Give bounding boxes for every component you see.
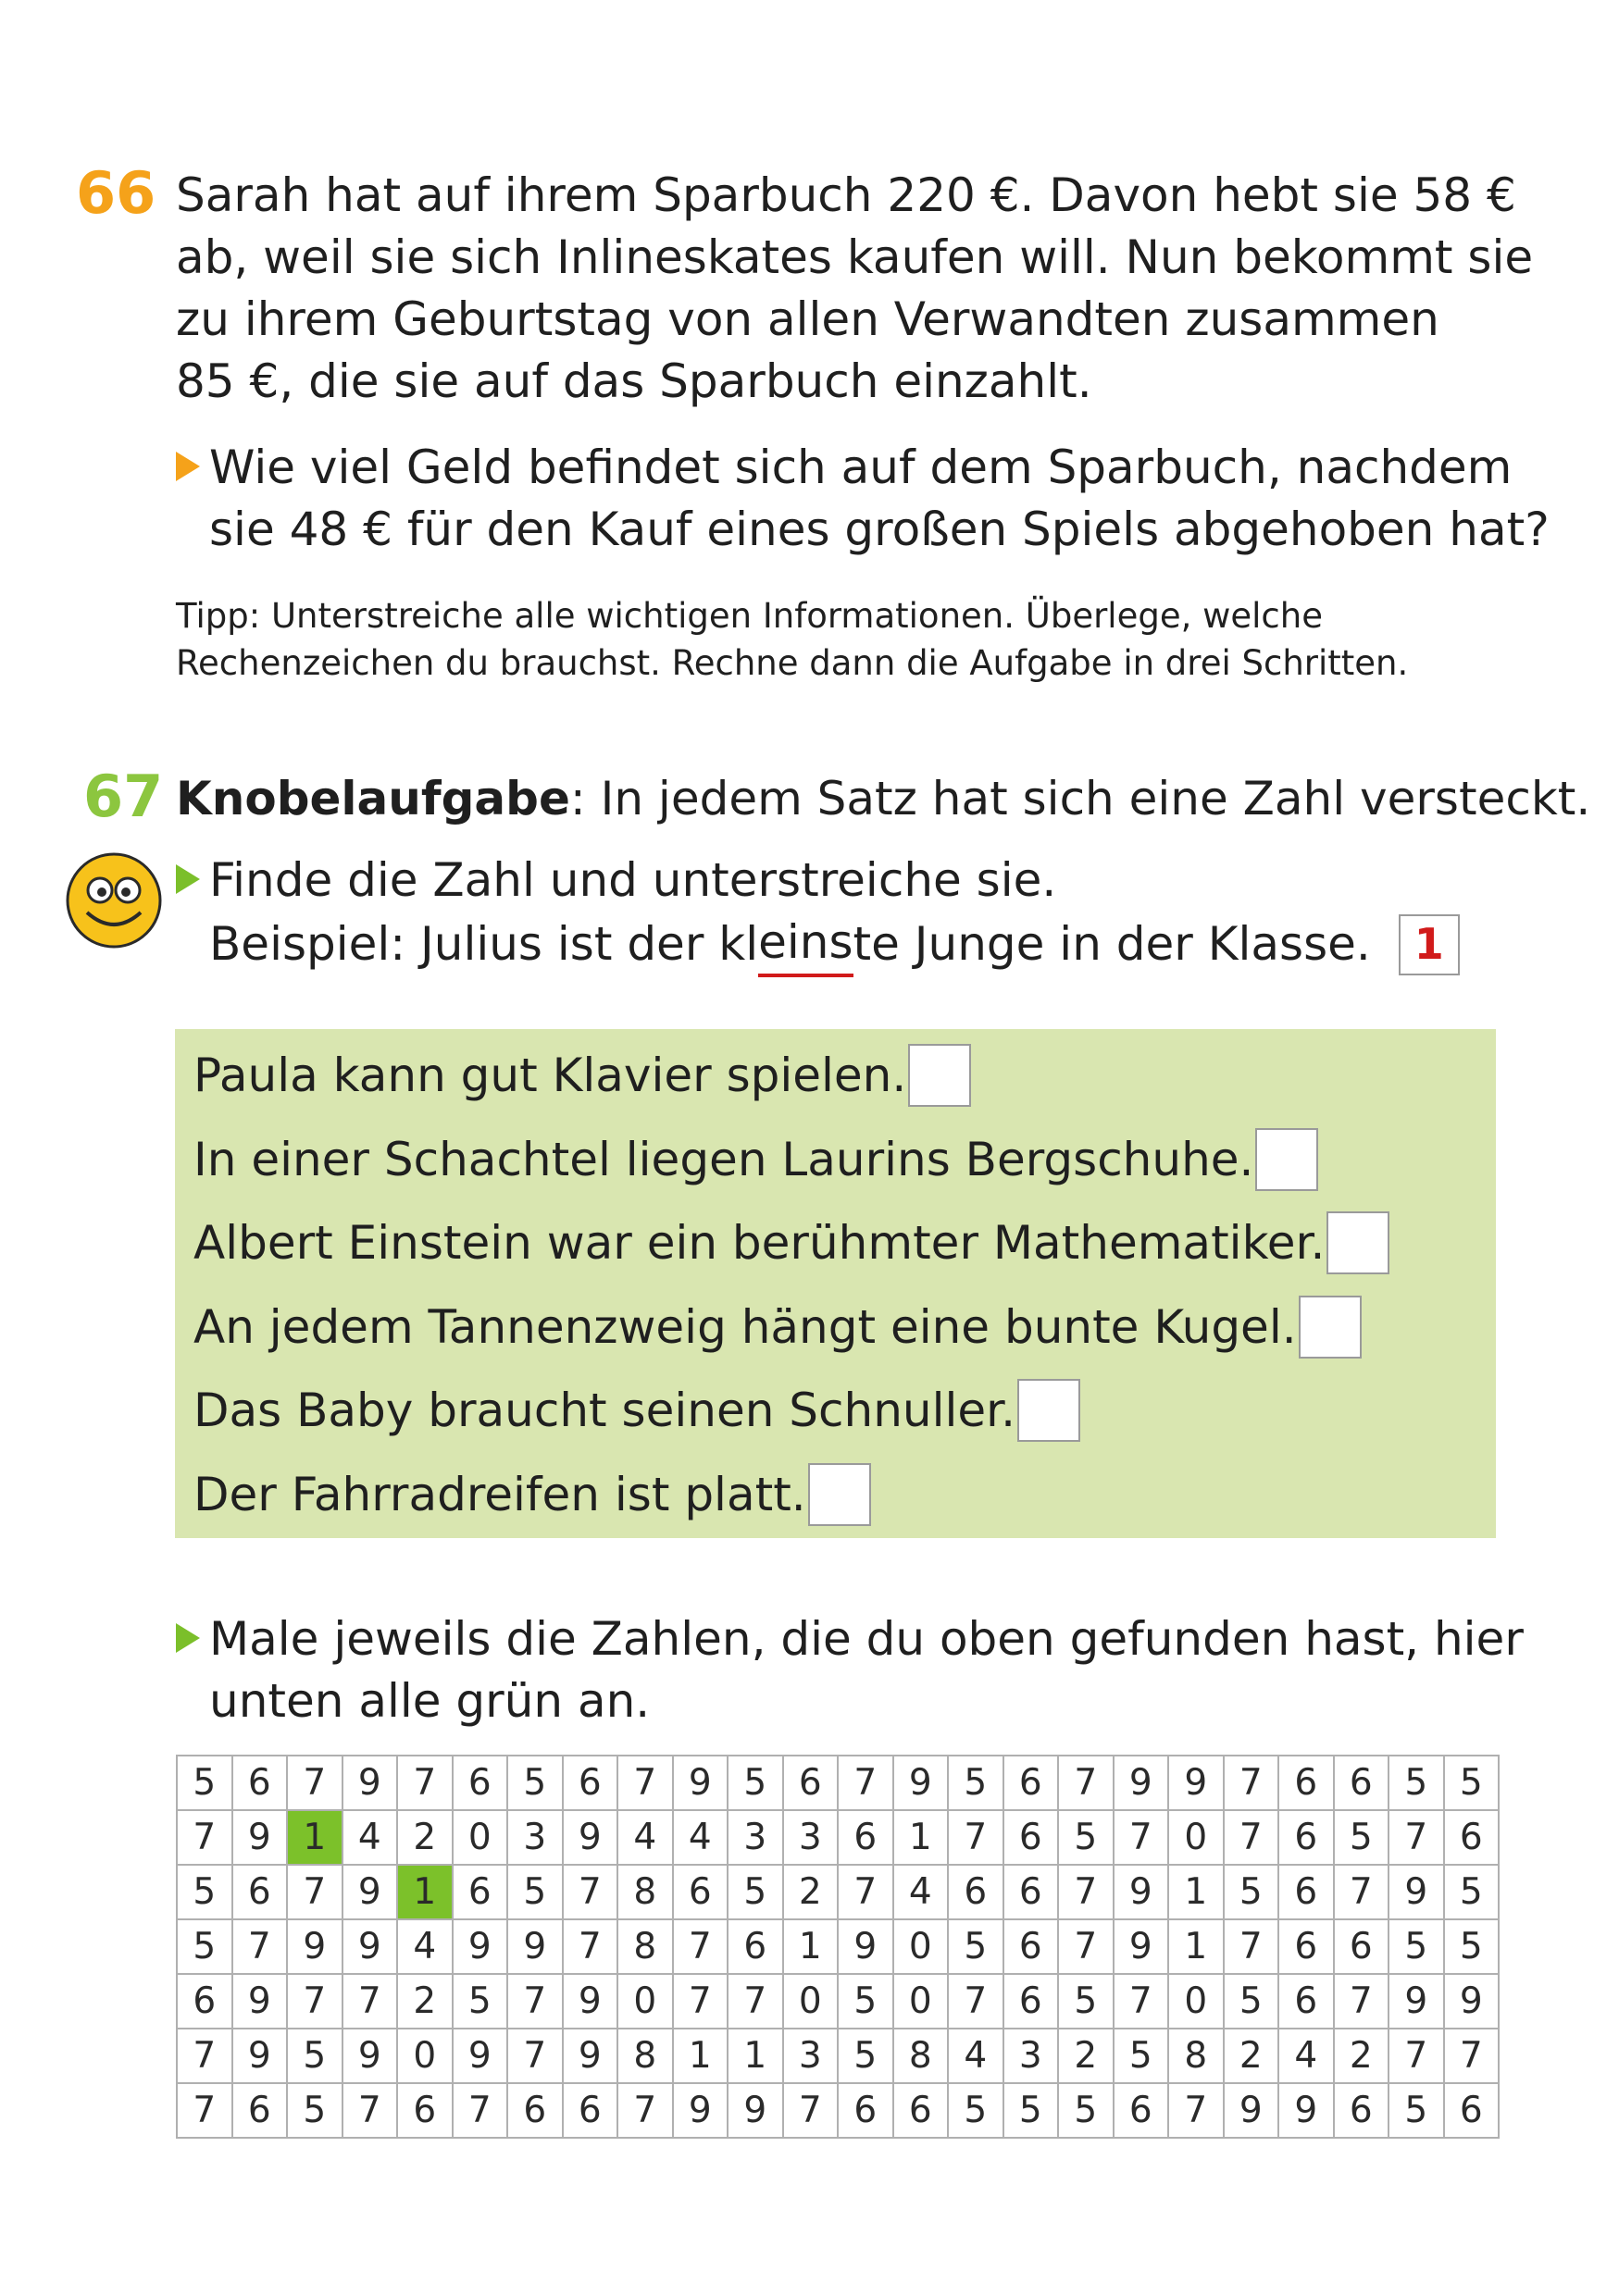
grid-cell[interactable]: 2 bbox=[1334, 2029, 1389, 2083]
grid-cell[interactable]: 6 bbox=[1003, 1756, 1059, 1810]
sentence-text: Paula kann gut Klavier spielen. bbox=[193, 1049, 907, 1102]
sentence-item bbox=[193, 1034, 1389, 1118]
triangle-bullet-icon bbox=[176, 864, 200, 894]
task-number-67: 67 bbox=[83, 763, 164, 830]
grid-cell[interactable]: 7 bbox=[1058, 1756, 1114, 1810]
grid-cell[interactable]: 9 bbox=[673, 1756, 729, 1810]
grid-cell[interactable]: 5 bbox=[507, 1756, 563, 1810]
grid-cell[interactable]: 3 bbox=[783, 2029, 839, 2083]
grid-instruction-line: Male jeweils die Zahlen, die du oben gefunden hast, hier bbox=[209, 1612, 1524, 1666]
grid-cell[interactable]: 7 bbox=[507, 2029, 563, 2083]
grid-cell[interactable]: 5 bbox=[177, 1756, 232, 1810]
grid-cell[interactable]: 6 bbox=[1003, 1865, 1059, 1919]
grid-cell[interactable]: 5 bbox=[1058, 1810, 1114, 1865]
example-line bbox=[209, 912, 1460, 977]
grid-cell[interactable]: 7 bbox=[287, 1756, 342, 1810]
sentence-list bbox=[193, 1034, 1389, 1536]
grid-cell[interactable]: 9 bbox=[342, 1756, 398, 1810]
task67-heading-rest: : In jedem Satz hat sich eine Zahl versteckt. bbox=[569, 772, 1591, 825]
grid-cell[interactable]: 6 bbox=[507, 2083, 563, 2138]
grid-cell[interactable]: 1 bbox=[728, 2029, 783, 2083]
grid-cell[interactable]: 4 bbox=[1278, 2029, 1334, 2083]
task67-instruction bbox=[176, 850, 1460, 977]
task66-tip bbox=[176, 592, 1408, 687]
grid-cell[interactable]: 7 bbox=[287, 1865, 342, 1919]
grid-cell[interactable]: 7 bbox=[673, 1974, 729, 2029]
grid-cell[interactable]: 5 bbox=[948, 1919, 1003, 1974]
grid-cell[interactable]: 6 bbox=[453, 1865, 508, 1919]
grid-cell[interactable]: 7 bbox=[453, 2083, 508, 2138]
grid-cell[interactable]: 7 bbox=[948, 1974, 1003, 2029]
sentence-text: In einer Schachtel liegen Laurins Bergschuhe. bbox=[193, 1132, 1254, 1186]
grid-cell[interactable]: 5 bbox=[728, 1756, 783, 1810]
grid-cell[interactable]: 7 bbox=[177, 2083, 232, 2138]
sentence-text: Albert Einstein war ein berühmter Mathematiker. bbox=[193, 1216, 1326, 1270]
grid-cell[interactable]: 6 bbox=[1278, 1865, 1334, 1919]
grid-cell[interactable]: 2 bbox=[397, 1974, 453, 2029]
grid-cell[interactable]: 9 bbox=[838, 1919, 893, 1974]
grid-cell[interactable]: 6 bbox=[728, 1919, 783, 1974]
grid-cell[interactable]: 1 bbox=[1168, 1919, 1224, 1974]
grid-cell[interactable]: 3 bbox=[507, 1810, 563, 1865]
grid-cell[interactable]: 7 bbox=[563, 1919, 618, 1974]
grid-cell[interactable]: 6 bbox=[893, 2083, 949, 2138]
grid-cell[interactable]: 7 bbox=[563, 1865, 618, 1919]
grid-cell[interactable]: 4 bbox=[673, 1810, 729, 1865]
grid-cell[interactable]: 1 bbox=[673, 2029, 729, 2083]
grid-cell[interactable]: 9 bbox=[1114, 1865, 1169, 1919]
grid-cell[interactable]: 8 bbox=[617, 1919, 673, 1974]
grid-cell[interactable]: 7 bbox=[232, 1919, 288, 1974]
grid-cell[interactable]: 7 bbox=[1224, 1810, 1279, 1865]
grid-row bbox=[177, 2083, 1499, 2138]
grid-cell[interactable]: 9 bbox=[342, 1865, 398, 1919]
grid-cell[interactable]: 7 bbox=[1058, 1919, 1114, 1974]
grid-cell[interactable]: 7 bbox=[1224, 1919, 1279, 1974]
grid-cell[interactable]: 7 bbox=[1058, 1865, 1114, 1919]
grid-cell[interactable]: 0 bbox=[1168, 1810, 1224, 1865]
grid-cell[interactable]: 9 bbox=[507, 1919, 563, 1974]
grid-cell[interactable]: 7 bbox=[1168, 2083, 1224, 2138]
grid-cell[interactable]: 6 bbox=[563, 2083, 618, 2138]
grid-instruction bbox=[176, 1608, 1524, 1732]
grid-cell[interactable]: 9 bbox=[1114, 1919, 1169, 1974]
grid-row bbox=[177, 1974, 1499, 2029]
grid-row bbox=[177, 2029, 1499, 2083]
grid-cell[interactable]: 9 bbox=[563, 1810, 618, 1865]
grid-cell[interactable]: 6 bbox=[1444, 2083, 1500, 2138]
grid-cell[interactable]: 7 bbox=[1444, 2029, 1500, 2083]
grid-cell[interactable]: 5 bbox=[507, 1865, 563, 1919]
grid-cell[interactable]: 7 bbox=[617, 1756, 673, 1810]
example-post: te Junge in der Klasse. bbox=[853, 917, 1371, 971]
grid-cell[interactable]: 6 bbox=[1334, 1756, 1389, 1810]
grid-cell[interactable]: 7 bbox=[342, 2083, 398, 2138]
grid-cell[interactable]: 9 bbox=[728, 2083, 783, 2138]
grid-cell[interactable]: 5 bbox=[1389, 1756, 1444, 1810]
question-line: sie 48 € für den Kauf eines großen Spiels abgehoben hat? bbox=[209, 503, 1550, 556]
grid-cell[interactable]: 7 bbox=[728, 1974, 783, 2029]
grid-cell[interactable]: 2 bbox=[1058, 2029, 1114, 2083]
grid-cell[interactable]: 9 bbox=[287, 1919, 342, 1974]
grid-cell[interactable]: 7 bbox=[673, 1919, 729, 1974]
grid-cell[interactable]: 8 bbox=[617, 1865, 673, 1919]
grid-cell[interactable]: 9 bbox=[1389, 1974, 1444, 2029]
sentence-text: An jedem Tannenzweig hängt eine bunte Kugel. bbox=[193, 1299, 1297, 1354]
grid-cell[interactable]: 9 bbox=[1444, 1974, 1500, 2029]
grid-cell[interactable]: 5 bbox=[1389, 1919, 1444, 1974]
grid-cell[interactable]: 9 bbox=[232, 1810, 288, 1865]
grid-cell[interactable]: 5 bbox=[1389, 2083, 1444, 2138]
sentence-text: Das Baby braucht seinen Schnuller. bbox=[193, 1384, 1015, 1437]
sentence-item bbox=[193, 1453, 1389, 1537]
grid-cell[interactable]: 4 bbox=[948, 2029, 1003, 2083]
tip-line: Rechenzeichen du brauchst. Rechne dann die Aufgabe in drei Schritten. bbox=[176, 643, 1409, 683]
grid-cell[interactable]: 0 bbox=[453, 1810, 508, 1865]
grid-cell[interactable]: 0 bbox=[783, 1974, 839, 2029]
grid-cell[interactable]: 0 bbox=[1168, 1974, 1224, 2029]
grid-cell[interactable]: 9 bbox=[453, 1919, 508, 1974]
grid-cell[interactable]: 9 bbox=[232, 2029, 288, 2083]
grid-cell[interactable]: 9 bbox=[1278, 2083, 1334, 2138]
triangle-bullet-icon bbox=[176, 452, 200, 481]
grid-cell[interactable]: 5 bbox=[728, 1865, 783, 1919]
grid-cell[interactable]: 7 bbox=[838, 1865, 893, 1919]
sentence-item bbox=[193, 1118, 1389, 1202]
example-pre: Beispiel: Julius ist der kl bbox=[209, 917, 759, 971]
tip-line: Tipp: Unterstreiche alle wichtigen Informationen. Überlege, welche bbox=[176, 596, 1323, 636]
grid-cell[interactable]: 7 bbox=[342, 1974, 398, 2029]
grid-cell[interactable]: 9 bbox=[563, 1974, 618, 2029]
grid-cell[interactable]: 5 bbox=[948, 2083, 1003, 2138]
grid-row bbox=[177, 1810, 1499, 1865]
grid-cell[interactable]: 5 bbox=[1224, 1974, 1279, 2029]
grid-cell[interactable]: 5 bbox=[177, 1865, 232, 1919]
grid-cell[interactable]: 4 bbox=[397, 1919, 453, 1974]
grid-cell[interactable]: 7 bbox=[507, 1974, 563, 2029]
example-underlined: eins bbox=[758, 912, 853, 977]
grid-cell[interactable]: 6 bbox=[177, 1974, 232, 2029]
sentence-item bbox=[193, 1285, 1389, 1370]
task66-line: ab, weil sie sich Inlineskates kaufen will. Nun bekommt sie bbox=[176, 230, 1534, 284]
grid-cell[interactable]: 9 bbox=[342, 2029, 398, 2083]
grid-cell[interactable]: 1 bbox=[783, 1919, 839, 1974]
grid-row bbox=[177, 1919, 1499, 1974]
smiley-icon bbox=[65, 851, 163, 949]
grid-cell[interactable]: 5 bbox=[453, 1974, 508, 2029]
grid-cell[interactable]: 6 bbox=[838, 1810, 893, 1865]
grid-cell[interactable]: 6 bbox=[783, 1756, 839, 1810]
grid-cell[interactable]: 8 bbox=[617, 2029, 673, 2083]
grid-cell[interactable]: 5 bbox=[838, 2029, 893, 2083]
grid-cell[interactable]: 3 bbox=[728, 1810, 783, 1865]
grid-cell[interactable]: 5 bbox=[1444, 1919, 1500, 1974]
grid-cell[interactable]: 7 bbox=[783, 2083, 839, 2138]
grid-cell[interactable]: 6 bbox=[838, 2083, 893, 2138]
grid-cell[interactable]: 7 bbox=[1334, 1865, 1389, 1919]
sentence-text: Der Fahrradreifen ist platt. bbox=[193, 1467, 806, 1521]
grid-cell[interactable]: 7 bbox=[1114, 1810, 1169, 1865]
grid-cell[interactable]: 9 bbox=[1168, 1756, 1224, 1810]
grid-cell[interactable]: 6 bbox=[1278, 1919, 1334, 1974]
grid-cell[interactable]: 6 bbox=[948, 1865, 1003, 1919]
grid-cell[interactable]: 6 bbox=[1278, 1756, 1334, 1810]
grid-cell[interactable]: 5 bbox=[1224, 1865, 1279, 1919]
grid-cell[interactable]: 6 bbox=[1114, 2083, 1169, 2138]
grid-cell[interactable]: 7 bbox=[177, 2029, 232, 2083]
answer-box[interactable] bbox=[1326, 1211, 1389, 1274]
grid-cell[interactable]: 6 bbox=[232, 1865, 288, 1919]
triangle-bullet-icon bbox=[176, 1623, 200, 1653]
grid-cell[interactable]: 2 bbox=[783, 1865, 839, 1919]
task-number-66: 66 bbox=[76, 159, 156, 227]
sentence-item bbox=[193, 1369, 1389, 1453]
answer-box[interactable] bbox=[1255, 1128, 1318, 1191]
grid-cell[interactable]: 4 bbox=[342, 1810, 398, 1865]
sentence-item bbox=[193, 1201, 1389, 1285]
grid-cell[interactable]: 7 bbox=[838, 1756, 893, 1810]
grid-cell[interactable]: 6 bbox=[1003, 1919, 1059, 1974]
grid-cell[interactable]: 7 bbox=[1389, 2029, 1444, 2083]
grid-cell[interactable]: 0 bbox=[617, 1974, 673, 2029]
grid-cell[interactable]: 5 bbox=[1334, 1810, 1389, 1865]
grid-cell[interactable]: 7 bbox=[1389, 1810, 1444, 1865]
grid-cell[interactable]: 6 bbox=[1003, 1974, 1059, 2029]
grid-cell[interactable]: 7 bbox=[1334, 1974, 1389, 2029]
task66-line: zu ihrem Geburtstag von allen Verwandten zusammen bbox=[176, 292, 1439, 346]
example-answer-box: 1 bbox=[1399, 914, 1460, 975]
grid-cell[interactable]: 5 bbox=[948, 1756, 1003, 1810]
grid-cell[interactable]: 6 bbox=[397, 2083, 453, 2138]
grid-cell[interactable]: 2 bbox=[1224, 2029, 1279, 2083]
grid-cell[interactable]: 4 bbox=[617, 1810, 673, 1865]
grid-cell[interactable]: 6 bbox=[232, 2083, 288, 2138]
grid-cell[interactable]: 6 bbox=[1278, 1974, 1334, 2029]
grid-cell[interactable]: 7 bbox=[397, 1756, 453, 1810]
grid-cell[interactable]: 1 bbox=[287, 1810, 342, 1865]
grid-cell[interactable]: 5 bbox=[838, 1974, 893, 2029]
grid-cell[interactable]: 5 bbox=[287, 2083, 342, 2138]
grid-cell[interactable]: 0 bbox=[397, 2029, 453, 2083]
grid-cell[interactable]: 3 bbox=[1003, 2029, 1059, 2083]
grid-cell[interactable]: 6 bbox=[1444, 1810, 1500, 1865]
grid-cell[interactable]: 9 bbox=[1114, 1756, 1169, 1810]
grid-cell[interactable]: 8 bbox=[1168, 2029, 1224, 2083]
answer-box[interactable] bbox=[1017, 1379, 1080, 1442]
grid-cell[interactable]: 5 bbox=[1003, 2083, 1059, 2138]
question-line: Wie viel Geld befindet sich auf dem Sparbuch, nachdem bbox=[209, 441, 1513, 494]
grid-cell[interactable]: 9 bbox=[232, 1974, 288, 2029]
grid-cell[interactable]: 1 bbox=[1168, 1865, 1224, 1919]
grid-cell[interactable]: 7 bbox=[617, 2083, 673, 2138]
grid-cell[interactable]: 9 bbox=[453, 2029, 508, 2083]
grid-cell[interactable]: 7 bbox=[177, 1810, 232, 1865]
grid-cell[interactable]: 6 bbox=[1278, 1810, 1334, 1865]
task66-line: 85 €, die sie auf das Sparbuch einzahlt. bbox=[176, 354, 1092, 408]
grid-cell[interactable]: 7 bbox=[1224, 1756, 1279, 1810]
task67-heading bbox=[176, 768, 1590, 830]
grid-cell[interactable]: 7 bbox=[1114, 1974, 1169, 2029]
task67-heading-bold: Knobelaufgabe bbox=[176, 772, 570, 825]
grid-cell[interactable]: 8 bbox=[893, 2029, 949, 2083]
number-grid bbox=[176, 1755, 1500, 2139]
task66-question bbox=[176, 437, 1550, 561]
grid-cell[interactable]: 5 bbox=[287, 2029, 342, 2083]
grid-cell[interactable]: 6 bbox=[1003, 1810, 1059, 1865]
grid-cell[interactable]: 1 bbox=[893, 1810, 949, 1865]
answer-box[interactable] bbox=[808, 1463, 871, 1526]
grid-cell[interactable]: 9 bbox=[563, 2029, 618, 2083]
grid-cell[interactable]: 7 bbox=[287, 1974, 342, 2029]
answer-box[interactable] bbox=[1299, 1296, 1362, 1359]
grid-cell[interactable]: 5 bbox=[1114, 2029, 1169, 2083]
grid-cell[interactable]: 6 bbox=[232, 1756, 288, 1810]
grid-row bbox=[177, 1756, 1499, 1810]
grid-cell[interactable]: 9 bbox=[1389, 1865, 1444, 1919]
grid-row bbox=[177, 1865, 1499, 1919]
task66-text bbox=[176, 165, 1546, 413]
grid-cell[interactable]: 6 bbox=[563, 1756, 618, 1810]
grid-cell[interactable]: 9 bbox=[893, 1756, 949, 1810]
grid-cell[interactable]: 6 bbox=[673, 1865, 729, 1919]
grid-cell[interactable]: 5 bbox=[177, 1919, 232, 1974]
grid-cell[interactable]: 9 bbox=[673, 2083, 729, 2138]
grid-cell[interactable]: 9 bbox=[342, 1919, 398, 1974]
grid-cell[interactable]: 6 bbox=[1334, 2083, 1389, 2138]
grid-cell[interactable]: 3 bbox=[783, 1810, 839, 1865]
grid-instruction-line: unten alle grün an. bbox=[209, 1674, 651, 1728]
grid-cell[interactable]: 5 bbox=[1444, 1865, 1500, 1919]
grid-cell[interactable]: 6 bbox=[453, 1756, 508, 1810]
grid-cell[interactable]: 2 bbox=[397, 1810, 453, 1865]
grid-cell[interactable]: 7 bbox=[948, 1810, 1003, 1865]
grid-cell[interactable]: 0 bbox=[893, 1919, 949, 1974]
grid-cell[interactable]: 4 bbox=[893, 1865, 949, 1919]
grid-cell[interactable]: 5 bbox=[1444, 1756, 1500, 1810]
answer-box[interactable] bbox=[908, 1044, 971, 1107]
grid-cell[interactable]: 5 bbox=[1058, 2083, 1114, 2138]
grid-cell[interactable]: 0 bbox=[893, 1974, 949, 2029]
task66-line: Sarah hat auf ihrem Sparbuch 220 €. Davon hebt sie 58 € bbox=[176, 168, 1516, 222]
instruction-line: Finde die Zahl und unterstreiche sie. bbox=[209, 853, 1057, 907]
grid-cell[interactable]: 9 bbox=[1224, 2083, 1279, 2138]
grid-cell[interactable]: 1 bbox=[397, 1865, 453, 1919]
grid-cell[interactable]: 6 bbox=[1334, 1919, 1389, 1974]
grid-cell[interactable]: 5 bbox=[1058, 1974, 1114, 2029]
